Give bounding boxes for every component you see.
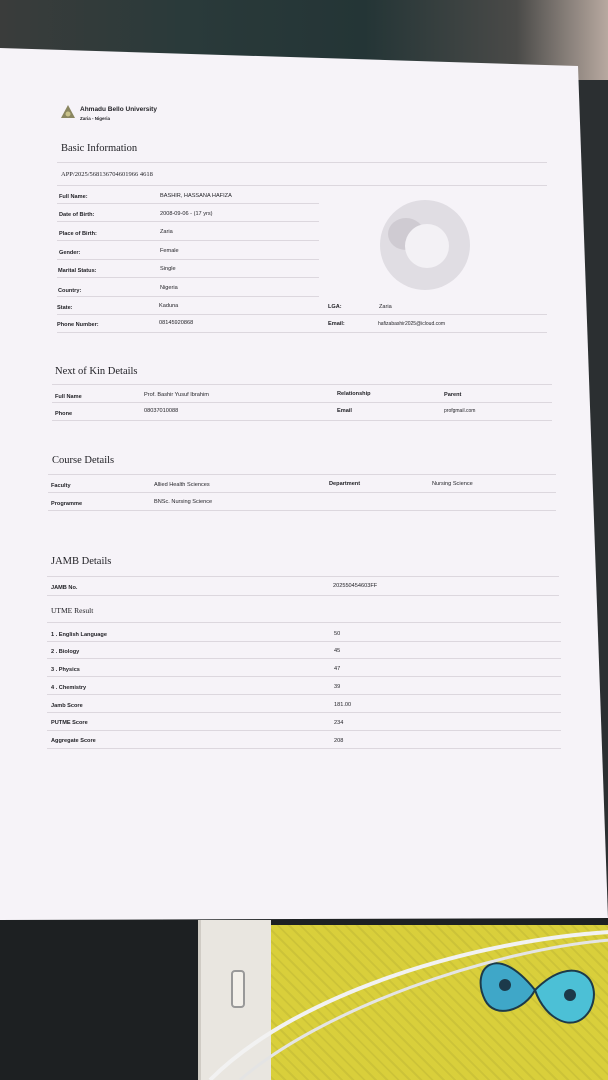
kin-phone-value: 08037010088 [144,408,179,414]
full-name-label: Full Name: [59,194,88,200]
subject-4-score: 39 [334,684,341,690]
utme-result-title: UTME Result [51,606,94,615]
application-number: APP/2025/568136704601966 4618 [61,171,153,178]
department-label: Department [329,481,361,487]
marital-value: Single [160,266,176,272]
kin-title: Next of Kin Details [55,366,138,377]
marital-label: Marital Status: [58,268,97,274]
putme-score-label: PUTME Score [51,720,88,726]
dob-value: 2008-09-06 - (17 yrs) [160,211,213,217]
university-location: Zaria - Nigeria [80,116,111,121]
university-logo-icon [60,104,76,120]
jamb-no-value: 202550454603FF [333,583,378,589]
jamb-score-value: 181.00 [334,702,352,708]
kin-name-label: Full Name [55,394,82,400]
programme-value: BNSc. Nursing Science [154,499,213,505]
applicant-photo [380,200,470,290]
gender-value: Female [160,248,179,254]
basic-info-title: Basic Information [61,143,138,154]
country-value: Nigeria [160,285,178,291]
jamb-title: JAMB Details [51,556,112,567]
aggregate-score-label: Aggregate Score [51,738,96,744]
jamb-no-label: JAMB No. [51,585,78,591]
phone-label: Phone Number: [57,322,99,328]
pob-label: Place of Birth: [59,231,97,237]
country-label: Country: [58,288,82,294]
department-value: Nursing Science [432,481,473,487]
state-label: State: [57,305,73,311]
course-title: Course Details [52,455,115,466]
email-value: hafizabashir2025@icloud.com [378,321,446,327]
photo-head [405,224,449,268]
kin-email-value: profgmail.com [444,408,476,414]
kin-email-label: Email [337,408,352,414]
state-value: Kaduna [159,303,179,309]
lga-value: Zaria [379,304,392,310]
university-name: Ahmadu Bello University [80,106,157,113]
kin-relationship-value: Parent [444,392,462,398]
lga-label: LGA: [328,304,342,310]
subject-2-label: 2 . Biology [51,649,80,655]
white-cable [180,930,608,1080]
subject-1-score: 50 [334,631,341,637]
pob-value: Zaria [160,229,173,235]
full-name-value: BASHIR, HASSANA HAFIZA [160,193,232,199]
subject-3-label: 3 . Physics [51,667,80,673]
phone-value: 08145920868 [159,320,194,326]
faculty-value: Allied Health Sciences [154,482,210,488]
kin-name-value: Prof. Bashir Yusuf Ibrahim [144,392,209,398]
gender-label: Gender: [59,250,81,256]
subject-1-label: 1 . English Language [51,632,107,638]
subject-2-score: 45 [334,648,341,654]
jamb-score-label: Jamb Score [51,703,83,709]
kin-relationship-label: Relationship [337,391,371,397]
aggregate-score-value: 208 [334,738,344,744]
faculty-label: Faculty [51,483,71,489]
subject-3-score: 47 [334,666,341,672]
kin-phone-label: Phone [55,411,73,417]
programme-label: Programme [51,501,83,507]
putme-score-value: 234 [334,720,344,726]
email-label: Email: [328,321,345,327]
document-paper [0,48,608,920]
dob-label: Date of Birth: [59,212,95,218]
subject-4-label: 4 . Chemistry [51,685,87,691]
